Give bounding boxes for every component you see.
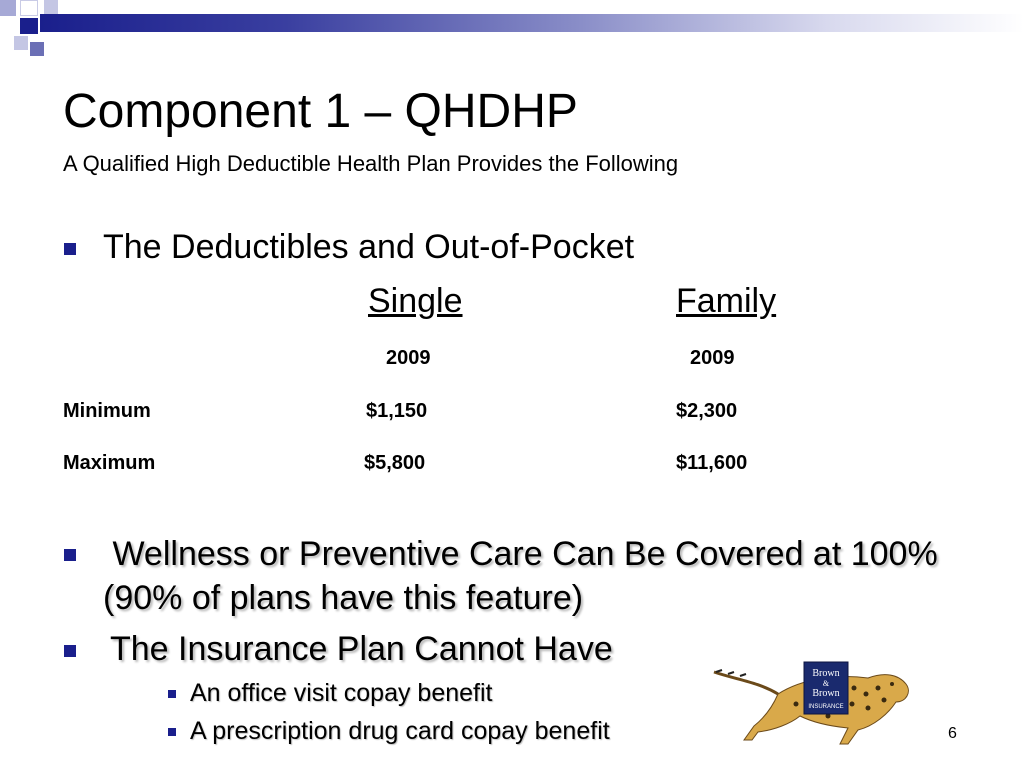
slide-subtitle: A Qualified High Deductible Health Plan Provides the Following	[63, 151, 679, 176]
slide-title: Component 1 – QHDHP	[63, 85, 578, 138]
minimum-family-value: $2,300	[676, 400, 738, 422]
page-number: 6	[948, 725, 957, 742]
logo-text-brown: Brown	[812, 668, 840, 679]
bullet-icon	[64, 645, 76, 657]
sub-bullet-prescription: A prescription drug card copay benefit	[190, 717, 610, 745]
logo-text-brown2: Brown	[812, 688, 840, 699]
minimum-single-value: $1,150	[366, 400, 428, 422]
sub-bullet-icon	[168, 690, 176, 698]
deco-square	[0, 16, 14, 32]
sub-bullet-office-visit: An office visit copay benefit	[190, 679, 493, 707]
deco-square	[0, 0, 16, 16]
deco-square	[20, 0, 38, 16]
year-single: 2009	[386, 347, 431, 369]
bullet-wellness	[103, 532, 943, 620]
year-family: 2009	[690, 347, 735, 369]
column-header-family: Family	[676, 282, 777, 320]
brown-and-brown-logo	[708, 652, 914, 748]
bullet-wellness-text: Wellness or Preventive Care Can Be Covered at 100%(90% of plans have this feature)	[103, 535, 938, 617]
header-gradient-bar	[40, 14, 1024, 32]
row-label-minimum: Minimum	[63, 400, 151, 422]
column-header-single: Single	[368, 282, 463, 320]
maximum-single-value: $5,800	[364, 452, 426, 474]
deco-square	[14, 36, 28, 50]
bullet-deductibles: The Deductibles and Out-of-Pocket	[103, 228, 635, 266]
bullet-icon	[64, 243, 76, 255]
bullet-icon	[64, 549, 76, 561]
logo-text-insurance: INSURANCE	[808, 704, 844, 710]
deco-square	[44, 0, 58, 14]
logo-text-amp: &	[822, 679, 830, 688]
sub-bullet-icon	[168, 728, 176, 736]
row-label-maximum: Maximum	[63, 452, 156, 474]
bullet-cannot-have: The Insurance Plan Cannot Have	[110, 630, 613, 668]
maximum-family-value: $11,600	[676, 452, 748, 474]
deco-square	[30, 42, 44, 56]
deco-square	[20, 18, 38, 34]
